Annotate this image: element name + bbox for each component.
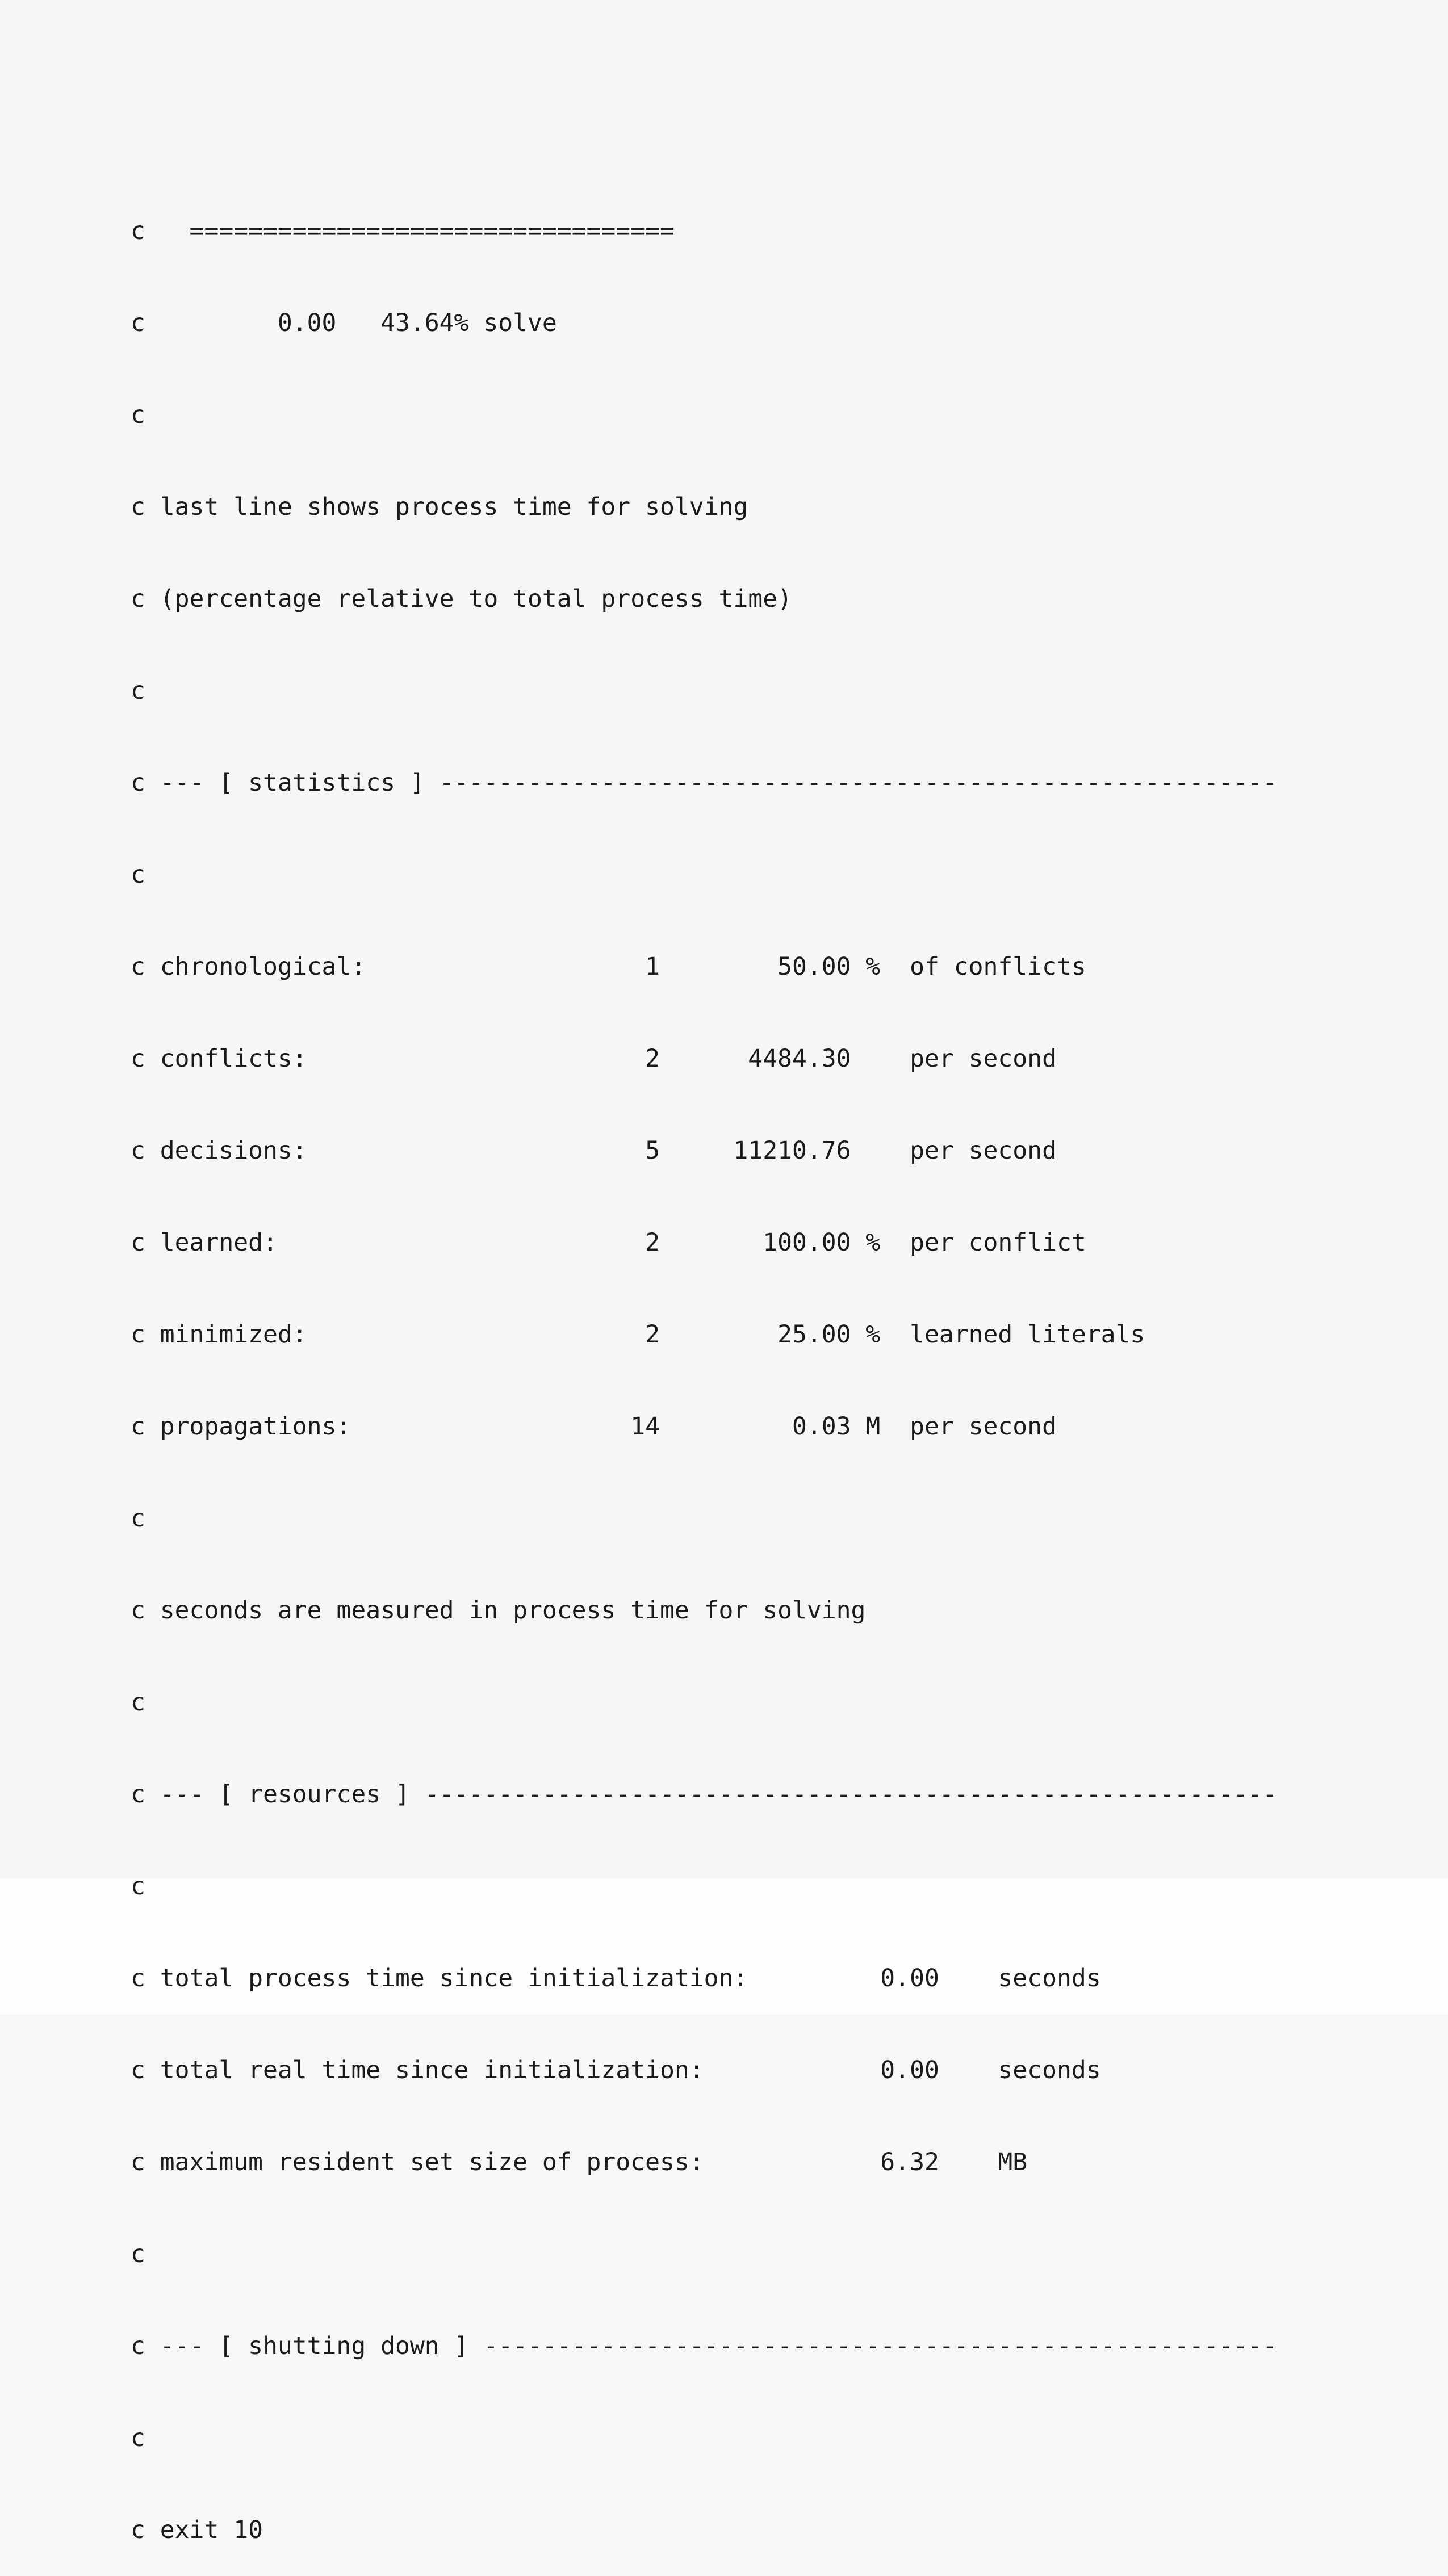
stat-chronological: c chronological: 1 50.00 % of conflicts bbox=[131, 953, 1086, 981]
stat-propagations: c propagations: 14 0.03 M per second bbox=[131, 1412, 1057, 1441]
comment-line: c bbox=[131, 401, 145, 429]
statistics-header: c --- [ statistics ] --------------------------------------------------------- bbox=[131, 769, 1278, 797]
comment-line: c bbox=[131, 1688, 145, 1717]
stat-decisions: c decisions: 5 11210.76 per second bbox=[131, 1136, 1057, 1165]
comment-line: c bbox=[131, 1872, 145, 1900]
stat-conflicts: c conflicts: 2 4484.30 per second bbox=[131, 1044, 1057, 1073]
comment-line: c bbox=[131, 1504, 145, 1533]
resource-max-rss: c maximum resident set size of process: 6.32 MB bbox=[131, 2148, 1028, 2176]
solve-time-line: c 0.00 43.64% solve bbox=[131, 309, 557, 337]
note-line: c last line shows process time for solving bbox=[131, 493, 748, 521]
separator-line: c ================================= bbox=[131, 217, 675, 245]
resources-header: c --- [ resources ] ---------------------------------------------------------- bbox=[131, 1780, 1278, 1809]
stat-learned: c learned: 2 100.00 % per conflict bbox=[131, 1228, 1086, 1257]
resource-process-time: c total process time since initialization: 0.00 seconds bbox=[131, 1964, 1101, 1992]
stat-minimized: c minimized: 2 25.00 % learned literals bbox=[131, 1320, 1145, 1349]
comment-line: c bbox=[131, 2424, 145, 2452]
comment-line: c bbox=[131, 2240, 145, 2268]
exit-line: c exit 10 bbox=[131, 2516, 263, 2544]
comment-line: c bbox=[131, 677, 145, 705]
shutting-down-header: c --- [ shutting down ] ------------------------------------------------------ bbox=[131, 2332, 1278, 2360]
comment-line: c bbox=[131, 861, 145, 889]
resource-real-time: c total real time since initialization: 0.00 seconds bbox=[131, 2056, 1101, 2084]
note-line: c (percentage relative to total process time) bbox=[131, 585, 792, 613]
solver-log-output bbox=[131, 154, 1431, 2576]
note-line: c seconds are measured in process time for solving bbox=[131, 1596, 866, 1625]
